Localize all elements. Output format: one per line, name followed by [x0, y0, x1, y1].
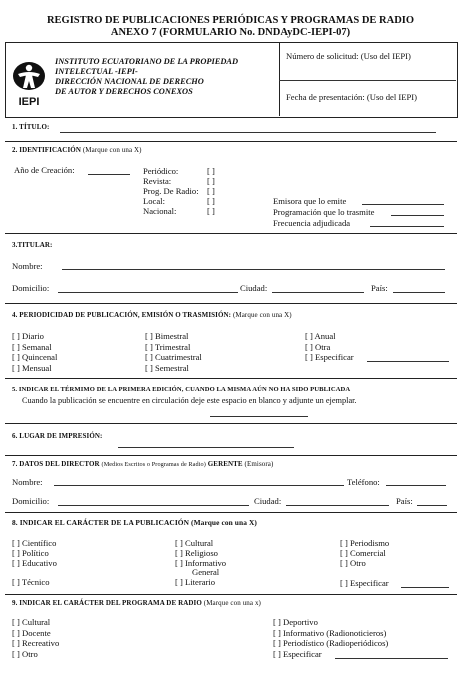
- option-politico[interactable]: [ ] Político: [12, 548, 49, 558]
- option-radio-informativo[interactable]: [ ] Informativo (Radionoticieros): [273, 628, 387, 638]
- primera-edicion-input[interactable]: [210, 416, 308, 417]
- director-ciudad-label: Ciudad:: [254, 496, 282, 506]
- section-5-text: Cuando la publicación se encuentre en circulación deje este espacio en blanco y adjunte un ejemplar.: [22, 396, 357, 405]
- section-2-note: (Marque con una X): [82, 146, 142, 154]
- option-radio-otro[interactable]: [ ] Otro: [12, 649, 38, 659]
- section-3-label: 3.TITULAR:: [12, 241, 53, 249]
- section-7-note-2: (Emisora): [244, 460, 274, 468]
- option-radio-especificar[interactable]: [ ] Especificar: [273, 649, 322, 659]
- section-8-title: 8. INDICAR EL CARÁCTER DE LA PUBLICACIÓN: [12, 518, 190, 527]
- director-nombre-input[interactable]: [54, 485, 344, 486]
- option-radio-docente[interactable]: [ ] Docente: [12, 628, 51, 638]
- type-periodico: Periódico:: [143, 166, 179, 176]
- institute-line-3: DIRECCIÓN NACIONAL DE DERECHO: [55, 77, 204, 86]
- creation-year-label: Año de Creación:: [14, 165, 75, 175]
- type-prog-radio: Prog. De Radio:: [143, 186, 199, 196]
- checkbox-local[interactable]: [ ]: [207, 196, 215, 206]
- section-9-note: (Marque con una x): [203, 599, 261, 607]
- option-periodismo[interactable]: [ ] Periodismo: [340, 538, 390, 548]
- section-4-title: 4. PERIODICIDAD DE PUBLICACIÓN, EMISIÓN O TRASMISIÓN:: [12, 311, 232, 319]
- programacion-label: Programación que lo trasmite: [273, 207, 375, 217]
- caracter-especificar-input[interactable]: [401, 587, 449, 588]
- option-literario[interactable]: [ ] Literario: [175, 577, 216, 587]
- section-6-label: 6. LUGAR DE IMPRESIÓN:: [12, 432, 103, 440]
- option-tecnico[interactable]: [ ] Técnico: [12, 577, 50, 587]
- section-2-label: [12, 146, 142, 154]
- titular-domicilio-input[interactable]: [58, 292, 238, 293]
- option-radio-cultural[interactable]: [ ] Cultural: [12, 617, 51, 627]
- director-nombre-label: Nombre:: [12, 477, 43, 487]
- section-8-label: [12, 518, 257, 527]
- option-cientifico[interactable]: [ ] Científico: [12, 538, 57, 548]
- option-informativo[interactable]: [ ] Informativo: [175, 558, 227, 568]
- emisora-input[interactable]: [362, 204, 444, 205]
- form-title: REGISTRO DE PUBLICACIONES PERIÓDICAS Y PROGRAMAS DE RADIO: [46, 15, 415, 26]
- presentation-date-label: Fecha de presentación: (Uso del IEPI): [286, 92, 418, 102]
- option-radio-deportivo[interactable]: [ ] Deportivo: [273, 617, 318, 627]
- option-trimestral[interactable]: [ ] Trimestral: [145, 342, 191, 352]
- director-domicilio-label: Domicilio:: [12, 496, 50, 506]
- institute-line-4: DE AUTOR Y DERECHOS CONEXOS: [55, 87, 193, 96]
- section-4-label: [12, 311, 292, 319]
- option-radio-periodistico[interactable]: [ ] Periodístico (Radioperiódicos): [273, 638, 389, 648]
- titular-nombre-input[interactable]: [62, 269, 445, 270]
- section-4-note: (Marque con una X): [232, 311, 292, 319]
- emisora-label: Emisora que lo emite: [273, 196, 347, 206]
- checkbox-prog-radio[interactable]: [ ]: [207, 186, 215, 196]
- option-comercial[interactable]: [ ] Comercial: [340, 548, 386, 558]
- creation-year-input[interactable]: [88, 174, 130, 175]
- frecuencia-input[interactable]: [370, 226, 444, 227]
- periodicidad-especificar-input[interactable]: [367, 361, 449, 362]
- titular-pais-label: País:: [371, 283, 388, 293]
- option-otro[interactable]: [ ] Otro: [340, 558, 366, 568]
- option-semestral[interactable]: [ ] Semestral: [145, 363, 189, 373]
- option-especificar[interactable]: [ ] Especificar: [305, 352, 354, 362]
- director-pais-label: País:: [396, 496, 413, 506]
- option-otra[interactable]: [ ] Otra: [305, 342, 331, 352]
- institute-line-1: INSTITUTO ECUATORIANO DE LA PROPIEDAD: [55, 57, 239, 66]
- form-annex: ANEXO 7 (FORMULARIO No. DNDAyDC-IEPI-07): [110, 27, 351, 38]
- section-8-note: (Marque con una X): [191, 518, 257, 527]
- section-9-title: 9. INDICAR EL CARÁCTER DEL PROGRAMA DE RADIO: [12, 599, 202, 607]
- checkbox-nacional[interactable]: [ ]: [207, 206, 215, 216]
- option-radio-recreativo[interactable]: [ ] Recreativo: [12, 638, 60, 648]
- programacion-input[interactable]: [391, 215, 444, 216]
- director-ciudad-input[interactable]: [286, 505, 389, 506]
- institute-line-2: INTELECTUAL -IEPI-: [55, 67, 138, 76]
- option-anual[interactable]: [ ] Anual: [305, 331, 336, 341]
- type-revista: Revista:: [143, 176, 172, 186]
- titular-domicilio-label: Domicilio:: [12, 283, 50, 293]
- option-bimestral[interactable]: [ ] Bimestral: [145, 331, 189, 341]
- title-input[interactable]: [60, 132, 436, 133]
- section-7-title: 7. DATOS DEL DIRECTOR: [12, 460, 100, 468]
- option-diario[interactable]: [ ] Diario: [12, 331, 44, 341]
- titular-ciudad-label: Ciudad:: [240, 283, 268, 293]
- logo-text: IEPI: [18, 96, 40, 108]
- option-quincenal[interactable]: [ ] Quincenal: [12, 352, 58, 362]
- section-7-title-2: GERENTE: [207, 460, 243, 468]
- option-semanal[interactable]: [ ] Semanal: [12, 342, 52, 352]
- section-1-label: 1. TÍTULO:: [12, 123, 50, 131]
- director-telefono-input[interactable]: [386, 485, 446, 486]
- option-cuatrimestral[interactable]: [ ] Cuatrimestral: [145, 352, 202, 362]
- lugar-impresion-input[interactable]: [118, 447, 294, 448]
- titular-ciudad-input[interactable]: [272, 292, 364, 293]
- request-number-label: Número de solicitud: (Uso del IEPI): [286, 51, 411, 61]
- titular-nombre-label: Nombre:: [12, 261, 43, 271]
- option-informativo-general: General: [192, 567, 220, 577]
- director-domicilio-input[interactable]: [58, 505, 249, 506]
- section-7-note: (Medios Escritos o Programas de Radio): [101, 461, 206, 468]
- type-local: Local:: [143, 196, 165, 206]
- director-telefono-label: Teléfono:: [347, 477, 380, 487]
- option-cultural[interactable]: [ ] Cultural: [175, 538, 214, 548]
- section-2-title: 2. IDENTIFICACIÓN: [12, 146, 81, 154]
- checkbox-revista[interactable]: [ ]: [207, 176, 215, 186]
- section-9-label: [12, 599, 261, 607]
- iepi-logo: [12, 60, 46, 108]
- frecuencia-label: Frecuencia adjudicada: [273, 218, 351, 228]
- section-7-label: [12, 460, 273, 468]
- option-religioso[interactable]: [ ] Religioso: [175, 548, 218, 558]
- checkbox-periodico[interactable]: [ ]: [207, 166, 215, 176]
- option-educativo[interactable]: [ ] Educativo: [12, 558, 57, 568]
- director-pais-input[interactable]: [417, 505, 447, 506]
- radio-especificar-input[interactable]: [335, 658, 448, 659]
- option-mensual[interactable]: [ ] Mensual: [12, 363, 52, 373]
- option-especificar-publicacion[interactable]: [ ] Especificar: [340, 578, 389, 588]
- section-5-label: 5. INDICAR EL TÉRMIMO DE LA PRIMERA EDICIÓN, CUANDO LA MISMA AÚN NO HA SIDO PUBLICADA: [12, 386, 351, 393]
- iepi-logo-icon: [12, 60, 46, 92]
- type-nacional: Nacional:: [143, 206, 177, 216]
- titular-pais-input[interactable]: [393, 292, 445, 293]
